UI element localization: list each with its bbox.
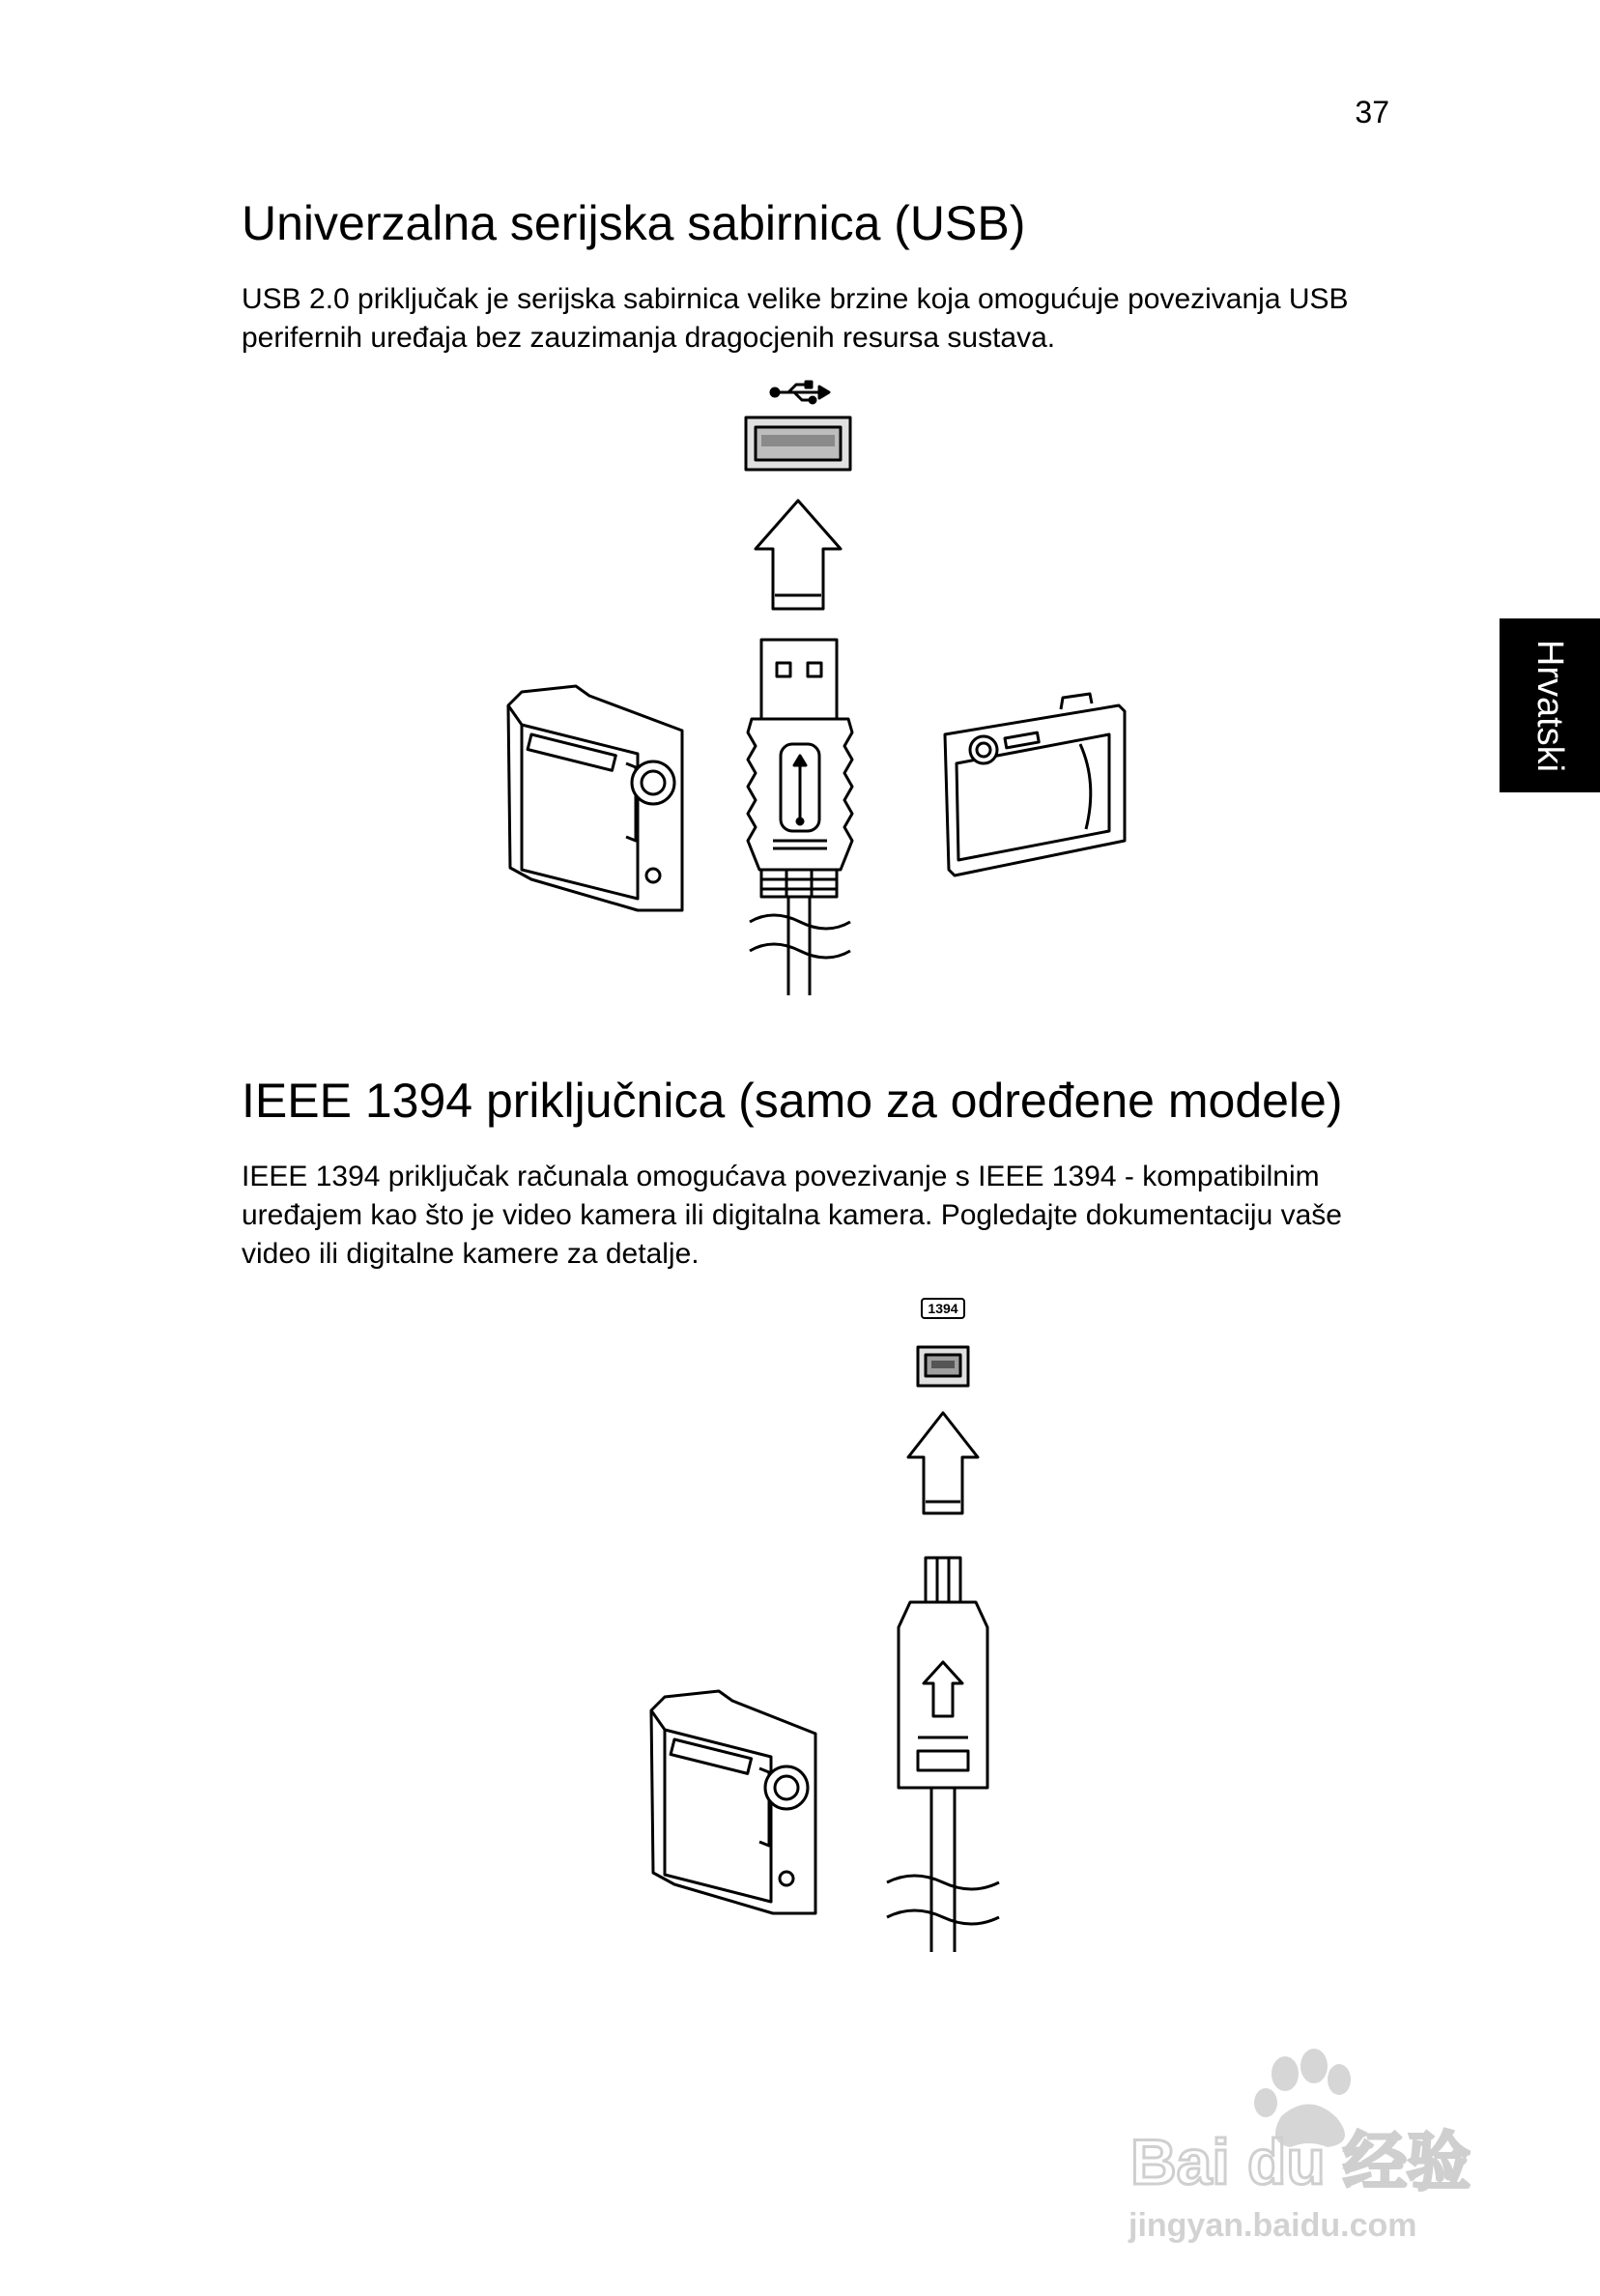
up-arrow-icon [756, 501, 841, 609]
digital-camera-icon [945, 694, 1125, 875]
watermark-brand: Bai du 经验 [1130, 2126, 1471, 2197]
firewire-plug-icon [887, 1558, 999, 1952]
usb-illustration [473, 367, 1150, 1005]
language-tab [1500, 618, 1600, 792]
page-number: 37 [1355, 95, 1389, 129]
usb-plug-icon [748, 640, 852, 995]
up-arrow-icon [908, 1413, 978, 1513]
usb-port-icon [746, 417, 850, 470]
usb-section-title: Univerzalna serijska sabirnica (USB) [242, 196, 1026, 250]
port-1394-label: 1394 [928, 1301, 958, 1316]
usb-section-body: USB 2.0 priključak je serijska sabirnica velike brzine koja omogućuje povezivanja USB perifernih uređaja bez zauzimanja dragocjenih resursa sustava. [242, 283, 1349, 354]
ieee-section-title: IEEE 1394 priključnica (samo za određene modele) [242, 1074, 1343, 1128]
port-1394-label-icon [922, 1299, 964, 1318]
baidu-watermark [1121, 2039, 1527, 2252]
ieee-section-body: IEEE 1394 priključak računala omogućava povezivanje s IEEE 1394 - kompatibilnim uređajem kao što je video kamera ili digitalna kamera. Pogledajte dokumentaciju vaše video ili digitalne kamere za detalje. [242, 1161, 1342, 1270]
language-tab-label: Hrvatski [1529, 639, 1571, 772]
camcorder-icon [651, 1691, 815, 1913]
ieee-illustration [618, 1285, 1063, 1981]
watermark-url: jingyan.baidu.com [1129, 2207, 1417, 2244]
camcorder-icon [508, 686, 682, 910]
usb-symbol-icon [771, 382, 829, 403]
port-1394-icon [918, 1347, 968, 1386]
